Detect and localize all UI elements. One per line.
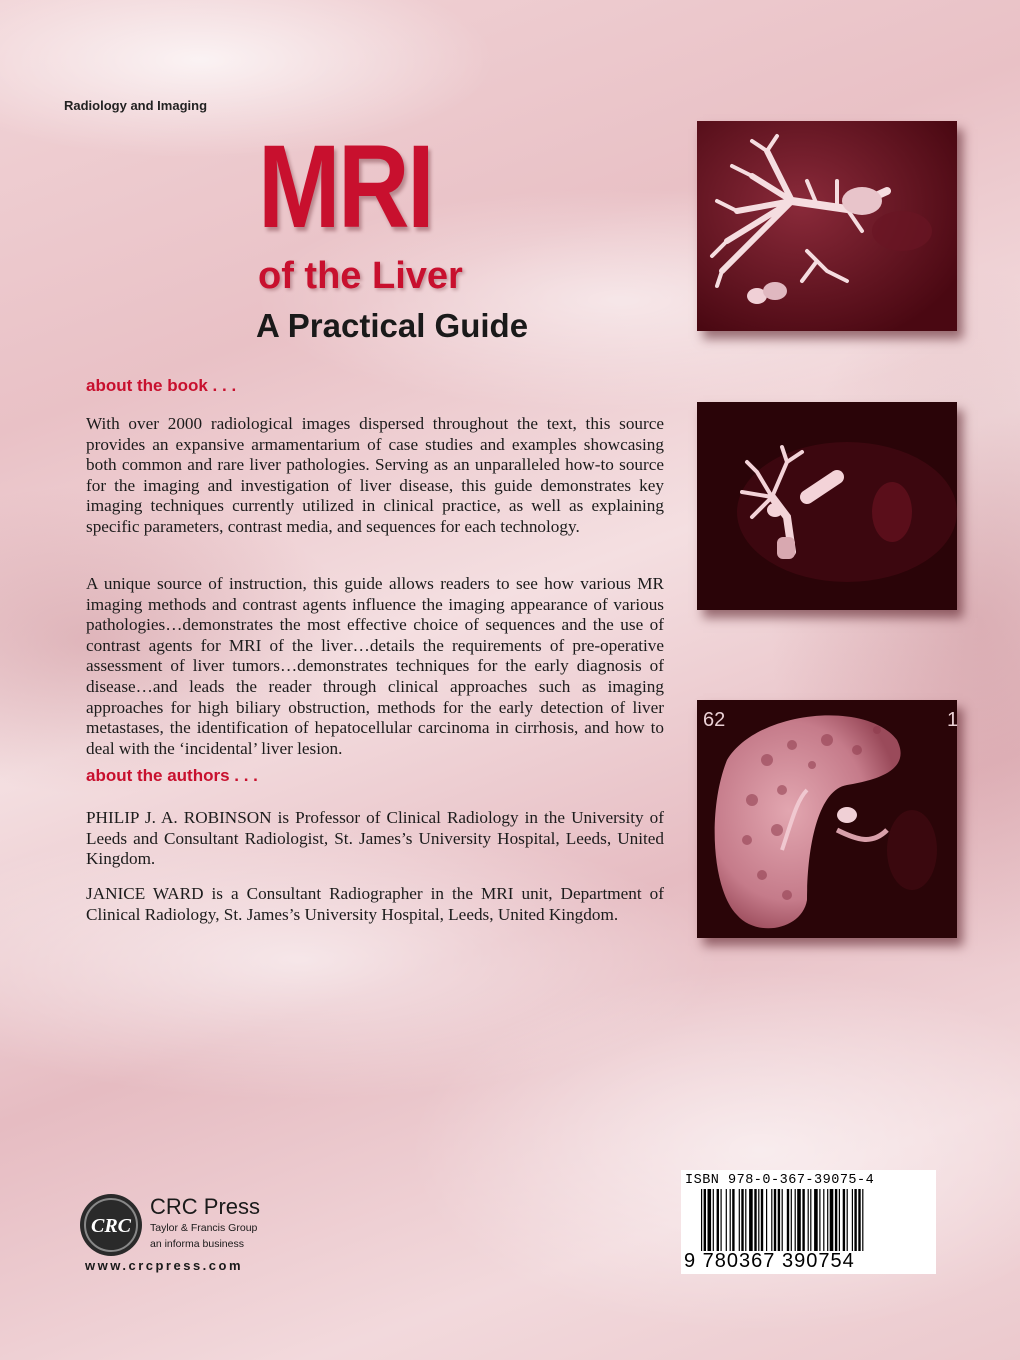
barcode-bars [701, 1189, 917, 1251]
crc-logo-text: CRC [90, 1215, 132, 1237]
scan-overlay-number-left: 62 [703, 709, 726, 731]
book-subtitle: A Practical Guide [256, 307, 529, 344]
author-bio-1: PHILIP J. A. ROBINSON is Professor of Clinical Radiology in the University of Leeds and Consultant Radiologist, St. James’s University Hospital, Leeds, United Kingdom. [86, 808, 664, 869]
about-book-paragraph-1: With over 2000 radiological images dispersed throughout the text, this source provides an expansive armamentarium of case studies and examples showcasing both common and rare liver pathologies. Serving as an unparalleled how-to source for the imaging and investigation of liver disease, this guide demonstrates key imaging techniques currently utilized in clinical practice, as well as explaining specific parameters, contrast media, and sequences for each technology. [86, 414, 664, 536]
mri-image-biliary-1 [697, 121, 957, 331]
book-title-main: MRI [258, 121, 433, 253]
publisher-informa: an informa business [150, 1238, 244, 1250]
about-authors-heading: about the authors . . . [86, 766, 258, 785]
about-book-paragraph-2: A unique source of instruction, this guide allows readers to see how various MR imaging methods and contrast agents influence the imaging appearance of various pathologies…demonstrates the most effective choice of sequences and the use of contrast agents for MRI of the liver…details the requirements of pre-operative assessment of liver tumors…demonstrates techniques for the early diagnosis of disease…and leads the reader through clinical approaches such as imaging approaches for high biliary obstruction, methods for the early detection of liver metastases, the identification of hepatocellular carcinoma in cirrhosis, and how to deal with the ‘incidental’ liver lesion. [86, 574, 664, 758]
crc-press-logo [78, 1192, 144, 1258]
barcode-digits: 9 780367 390754 [684, 1250, 855, 1272]
author-bio-2: JANICE WARD is a Consultant Radiographer in the MRI unit, Department of Clinical Radiology, St. James’s University Hospital, Leeds, United Kingdom. [86, 884, 664, 924]
mri-image-liver-axial [697, 700, 957, 938]
about-book-heading: about the book . . . [86, 376, 237, 395]
isbn-barcode [681, 1170, 936, 1274]
series-label: Radiology and Imaging [64, 98, 208, 113]
publisher-url[interactable]: www.crcpress.com [85, 1258, 244, 1273]
publisher-name: CRC Press [150, 1194, 261, 1219]
publisher-group: Taylor & Francis Group [150, 1222, 258, 1234]
book-title-sub: of the Liver [258, 255, 463, 297]
mri-image-biliary-2 [697, 402, 957, 610]
isbn-text: ISBN 978-0-367-39075-4 [685, 1173, 875, 1188]
scan-overlay-number-right: 1 [947, 709, 959, 731]
